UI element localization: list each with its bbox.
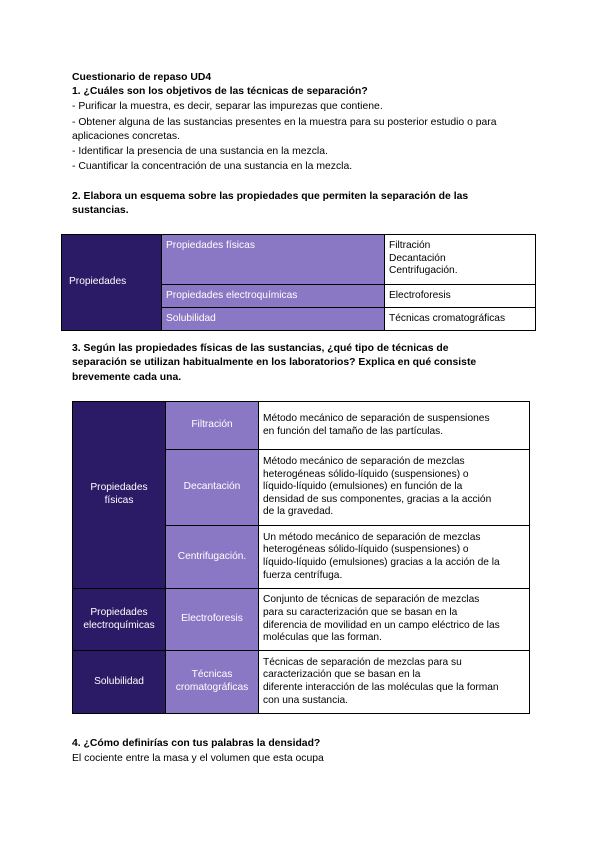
technique-cell: Centrifugación.	[166, 526, 259, 589]
q4-answer: El cociente entre la masa y el volumen que esta ocupa	[72, 753, 324, 764]
techniques-cell: Filtración Decantación Centrifugación.	[385, 235, 536, 285]
technique-cell: Decantación	[166, 450, 259, 526]
techniques-cell: Técnicas cromatográficas	[385, 308, 536, 331]
description-cell: Un método mecánico de separación de mezclas heterogéneas sólido-líquido (suspensiones) o líquido-líquido (emulsiones) gracias a la acción de la fuerza centrífuga.	[259, 526, 530, 589]
q1-answer-2-cont: aplicaciones concretas.	[72, 131, 181, 142]
property-cell: Propiedades electroquímicas	[162, 285, 385, 308]
properties-group-cell: Propiedades	[62, 235, 162, 331]
description-cell: Método mecánico de separación de suspensiones en función del tamaño de las partículas.	[259, 402, 530, 450]
document-title: Cuestionario de repaso UD4	[72, 72, 212, 83]
technique-cell: Técnicas cromatográficas	[166, 651, 259, 714]
question-3-line-3: brevemente cada una.	[72, 372, 182, 383]
property-cell: Propiedades físicas	[162, 235, 385, 285]
technique-cell: Electroforesis	[166, 589, 259, 651]
description-cell: Técnicas de separación de mezclas para su caracterización que se basan en la diferente interacción de las moléculas que la forman con una sustancia.	[259, 651, 530, 714]
question-2-line-2: sustancias.	[72, 205, 129, 216]
techniques-table	[72, 401, 530, 714]
group-cell-fisicas: Propiedades físicas	[73, 402, 166, 589]
q1-answer-3: - Identificar la presencia de una sustancia en la mezcla.	[72, 146, 328, 157]
q1-answer-1: - Purificar la muestra, es decir, separar las impurezas que contiene.	[72, 101, 383, 112]
properties-table	[61, 234, 536, 331]
techniques-cell: Electroforesis	[385, 285, 536, 308]
question-3-line-1: 3. Según las propiedades físicas de las sustancias, ¿qué tipo de técnicas de	[72, 343, 449, 354]
question-3-line-2: separación se utilizan habitualmente en los laboratorios? Explica en qué consiste	[72, 357, 477, 368]
technique-cell: Filtración	[166, 402, 259, 450]
q1-answer-4: - Cuantificar la concentración de una sustancia en la mezcla.	[72, 161, 353, 172]
q1-answer-2: - Obtener alguna de las sustancias presentes en la muestra para su posterior estudio o para	[72, 117, 497, 128]
property-cell: Solubilidad	[162, 308, 385, 331]
description-cell: Conjunto de técnicas de separación de mezclas para su caracterización que se basan en la diferencia de movilidad en un campo eléctrico de las moléculas que las forman.	[259, 589, 530, 651]
group-cell-electroquimicas: Propiedades electroquímicas	[73, 589, 166, 651]
question-2-line-1: 2. Elabora un esquema sobre las propiedades que permiten la separación de las	[72, 191, 469, 202]
group-cell-solubilidad: Solubilidad	[73, 651, 166, 714]
description-cell: Método mecánico de separación de mezclas heterogéneas sólido-líquido (suspensiones) o líquido-líquido (emulsiones) en función de la densidad de sus componentes, gracias a la acción de la gravedad.	[259, 450, 530, 526]
question-4: 4. ¿Cómo definirías con tus palabras la densidad?	[72, 738, 321, 749]
question-1: 1. ¿Cuáles son los objetivos de las técnicas de separación?	[72, 86, 368, 97]
